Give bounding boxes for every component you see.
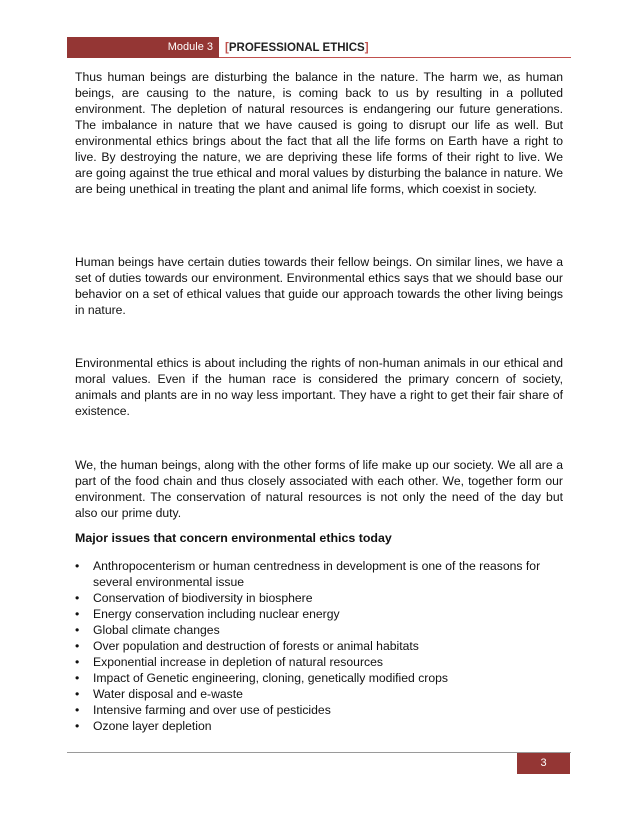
bullet-icon: • xyxy=(75,591,80,605)
list-item xyxy=(75,558,563,590)
list-item-text: Energy conservation including nuclear energy xyxy=(93,607,340,621)
bracket-open: [ xyxy=(225,42,229,54)
list-item xyxy=(75,622,563,638)
list-item xyxy=(75,606,563,622)
list-item-text: Impact of Genetic engineering, cloning, genetically modified crops xyxy=(93,671,448,685)
bullet-icon: • xyxy=(75,719,80,733)
bullet-icon: • xyxy=(75,607,80,621)
header-rule xyxy=(219,57,571,58)
header-title xyxy=(225,40,369,56)
list-item xyxy=(75,590,563,606)
list-item xyxy=(75,718,563,734)
list-item-text: Anthropocenterism or human centredness in development is one of the reasons for several environmental issue xyxy=(93,559,541,589)
page-header xyxy=(67,37,571,59)
list-item-text: Intensive farming and over use of pesticides xyxy=(93,703,331,717)
bullet-icon: • xyxy=(75,703,80,717)
list-item xyxy=(75,686,563,702)
list-item-text: Ozone layer depletion xyxy=(93,719,212,733)
bullet-icon: • xyxy=(75,655,80,669)
issues-heading: Major issues that concern environmental ethics today xyxy=(75,531,392,545)
paragraph-3: Environmental ethics is about including the rights of non-human animals in our ethical and moral values. Even if the human race is considered the primary concern of society, animals and plants are in no way less important. They have a right to get their fair share of existence. xyxy=(75,356,563,418)
list-item-text: Conservation of biodiversity in biosphere xyxy=(93,591,313,605)
list-item xyxy=(75,654,563,670)
list-item-text: Exponential increase in depletion of natural resources xyxy=(93,655,383,669)
list-item xyxy=(75,702,563,718)
bracket-close: ] xyxy=(364,42,369,54)
issues-list xyxy=(75,558,563,734)
bullet-icon: • xyxy=(75,687,80,701)
paragraph-1: Thus human beings are disturbing the balance in the nature. The harm we, as human beings, are causing to the nature, is coming back to us by resulting in a polluted environment. The depletion of natural resources is endangering our future generations. The imbalance in nature that we have caused is going to disrupt our life as well. But environmental ethics brings about the fact that all the life forms on Earth have a right to live. By destroying the nature, we are depriving these life forms of their right to live. We are going against the true ethical and moral values by disturbing the balance in nature. We are being unethical in treating the plant and animal life forms, which coexist in society. xyxy=(75,70,563,196)
list-item xyxy=(75,670,563,686)
paragraph-4: We, the human beings, along with the other forms of life make up our society. We all are a part of the food chain and thus closely associated with each other. We, together form our environment. The conservation of natural resources is not only the need of the day but also our prime duty. xyxy=(75,458,563,520)
bullet-icon: • xyxy=(75,559,80,573)
footer-rule xyxy=(67,752,571,753)
list-item-text: Over population and destruction of forests or animal habitats xyxy=(93,639,419,653)
list-item xyxy=(75,638,563,654)
paragraph-2: Human beings have certain duties towards their fellow beings. On similar lines, we have a set of duties towards our environment. Environmental ethics says that we should base our behavior on a set of ethical values that guide our approach towards the other living beings in nature. xyxy=(75,255,563,317)
bullet-icon: • xyxy=(75,671,80,685)
module-label: Module 3 xyxy=(67,37,219,58)
header-title-text: PROFESSIONAL ETHICS xyxy=(228,42,365,54)
list-item-text: Water disposal and e-waste xyxy=(93,687,243,701)
page-number: 3 xyxy=(517,753,570,774)
bullet-icon: • xyxy=(75,639,80,653)
list-item-text: Global climate changes xyxy=(93,623,220,637)
bullet-icon: • xyxy=(75,623,80,637)
